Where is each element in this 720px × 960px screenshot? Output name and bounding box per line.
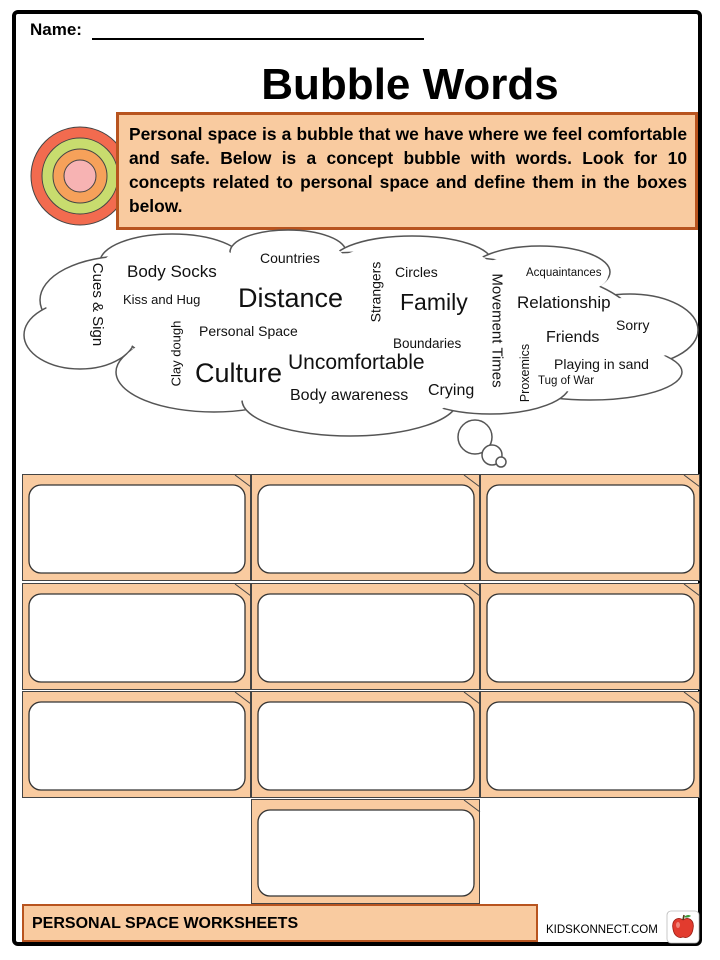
word-strangers: Strangers (367, 261, 384, 323)
word-kiss-and-hug: Kiss and Hug (123, 292, 201, 307)
instructions-box: Personal space is a bubble that we have where we feel comfortable and safe. Below is a concept bubble with words. Look for 10 concepts related to personal space and define them in the boxes below. (116, 112, 698, 230)
definition-box-7[interactable] (22, 691, 251, 798)
definition-box-9[interactable] (480, 691, 700, 798)
word-distance: Distance (238, 283, 344, 313)
word-boundaries: Boundaries (393, 336, 462, 351)
word-friends: Friends (546, 329, 600, 346)
apple-icon (666, 910, 700, 944)
definition-box-4[interactable] (22, 583, 251, 690)
word-playing-in-sand: Playing in sand (554, 356, 649, 372)
definition-box-6[interactable] (480, 583, 700, 690)
word-body-awareness: Body awareness (290, 387, 409, 404)
word-movement-times: Movement Times (488, 273, 506, 388)
definition-box-2[interactable] (251, 474, 480, 581)
word-circles: Circles (395, 264, 438, 280)
word-countries: Countries (260, 250, 320, 266)
footer-title: PERSONAL SPACE WORKSHEETS (22, 904, 538, 942)
definition-box-10[interactable] (251, 799, 480, 904)
definition-box-8[interactable] (251, 691, 480, 798)
word-culture: Culture (195, 358, 283, 388)
definition-box-5[interactable] (251, 583, 480, 690)
word-sorry: Sorry (616, 317, 650, 333)
word-clay-dough: Clay dough (168, 320, 184, 387)
brand-text: KIDSKONNECT.COM (546, 924, 658, 936)
word-proxemics: Proxemics (518, 343, 533, 403)
word-acquaintances: Acquaintances (526, 267, 602, 279)
word-tug-of-war: Tug of War (538, 375, 595, 387)
word-uncomfortable: Uncomfortable (288, 351, 425, 374)
name-label: Name: (30, 20, 82, 39)
definition-box-3[interactable] (480, 474, 700, 581)
word-relationship: Relationship (517, 293, 611, 312)
word-body-socks: Body Socks (127, 262, 217, 281)
page-title: Bubble Words (261, 60, 559, 109)
word-personal-space: Personal Space (199, 323, 298, 339)
word-crying: Crying (428, 382, 475, 399)
definition-box-1[interactable] (22, 474, 251, 581)
word-family: Family (400, 289, 468, 315)
word-cues-sign: Cues & Sign (89, 262, 107, 347)
